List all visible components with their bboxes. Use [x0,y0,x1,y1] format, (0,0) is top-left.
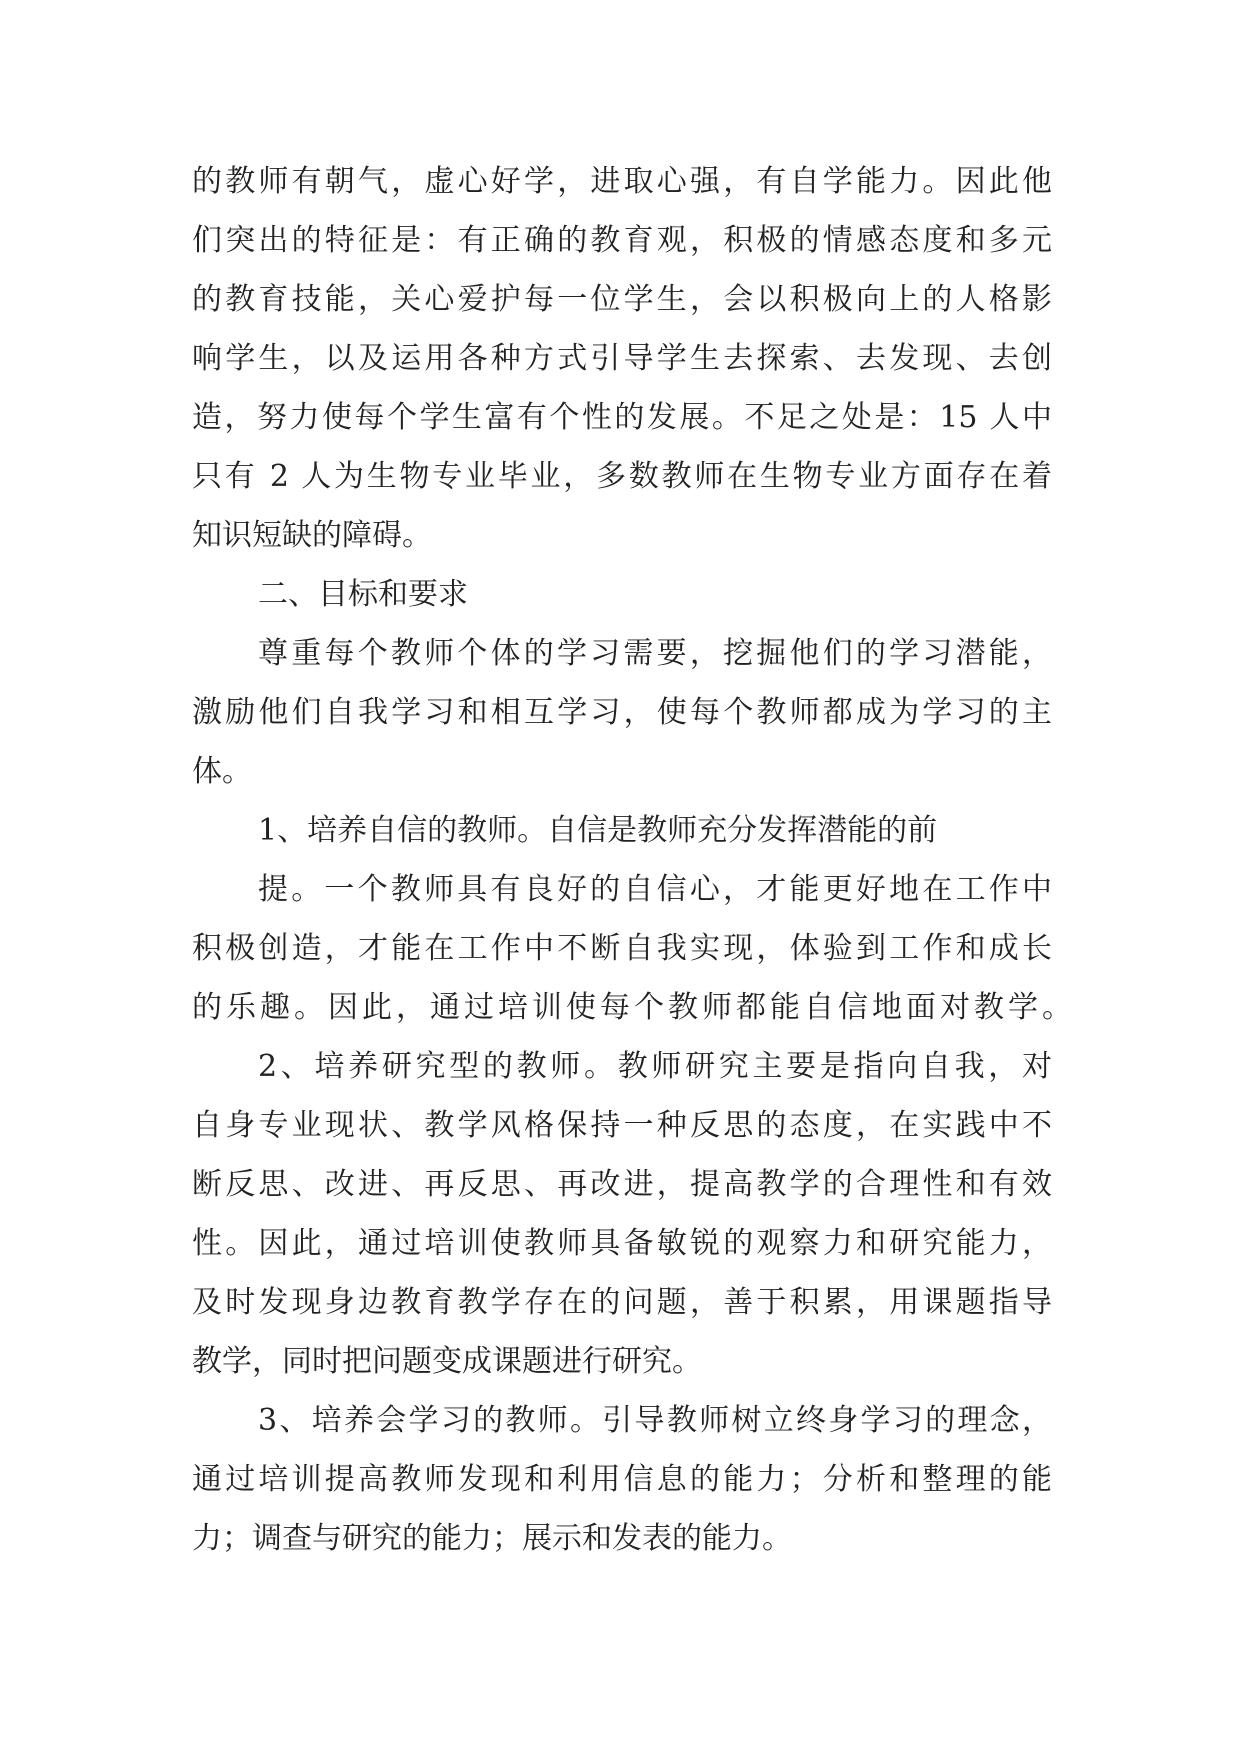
body-text-line: 造，努力使每个学生富有个性的发展。不足之处是：15 人中 [192,400,1052,435]
body-text-line: 积极创造，才能在工作中不断自我实现，体验到工作和成长 [192,931,1052,966]
body-text-line: 激励他们自我学习和相互学习，使每个教师都成为学习的主 [192,695,1052,730]
body-text-line: 知识短缺的障碍。 [192,518,432,553]
body-text-line: 及时发现身边教育教学存在的问题，善于积累，用课题指导 [192,1285,1052,1320]
body-text-line: 断反思、改进、再反思、再改进，提高教学的合理性和有效 [192,1167,1052,1202]
list-item-heading: 3、培养会学习的教师。引导教师树立终身学习的理念， [258,1403,1052,1438]
body-text-line: 力；调查与研究的能力；展示和发表的能力。 [192,1521,792,1556]
list-item-heading: 1、培养自信的教师。自信是教师充分发挥潜能的前 [258,813,938,848]
body-text-line: 的教育技能，关心爱护每一位学生，会以积极向上的人格影 [192,282,1052,317]
section-heading: 二、目标和要求 [258,577,468,612]
body-text-line: 性。因此，通过培训使教师具备敏锐的观察力和研究能力， [192,1226,1052,1261]
body-text-line: 通过培训提高教师发现和利用信息的能力；分析和整理的能 [192,1462,1052,1497]
list-item-heading: 2、培养研究型的教师。教师研究主要是指向自我，对 [258,1049,1052,1084]
body-text-line: 提。一个教师具有良好的自信心，才能更好地在工作中 [258,872,1052,907]
body-text-line: 响学生，以及运用各种方式引导学生去探索、去发现、去创 [192,341,1052,376]
body-text-line: 们突出的特征是：有正确的教育观，积极的情感态度和多元 [192,223,1052,258]
body-text-line: 的乐趣。因此，通过培训使每个教师都能自信地面对教学。 [192,990,1072,1025]
body-text-line: 只有 2 人为生物专业毕业，多数教师在生物专业方面存在着 [192,459,1052,494]
body-text-line: 尊重每个教师个体的学习需要，挖掘他们的学习潜能， [258,636,1052,671]
body-text-line: 体。 [192,754,252,789]
body-text-line: 教学，同时把问题变成课题进行研究。 [192,1344,702,1379]
body-text-line: 的教师有朝气，虚心好学，进取心强，有自学能力。因此他 [192,164,1052,199]
body-text-line: 自身专业现状、教学风格保持一种反思的态度，在实践中不 [192,1108,1052,1143]
